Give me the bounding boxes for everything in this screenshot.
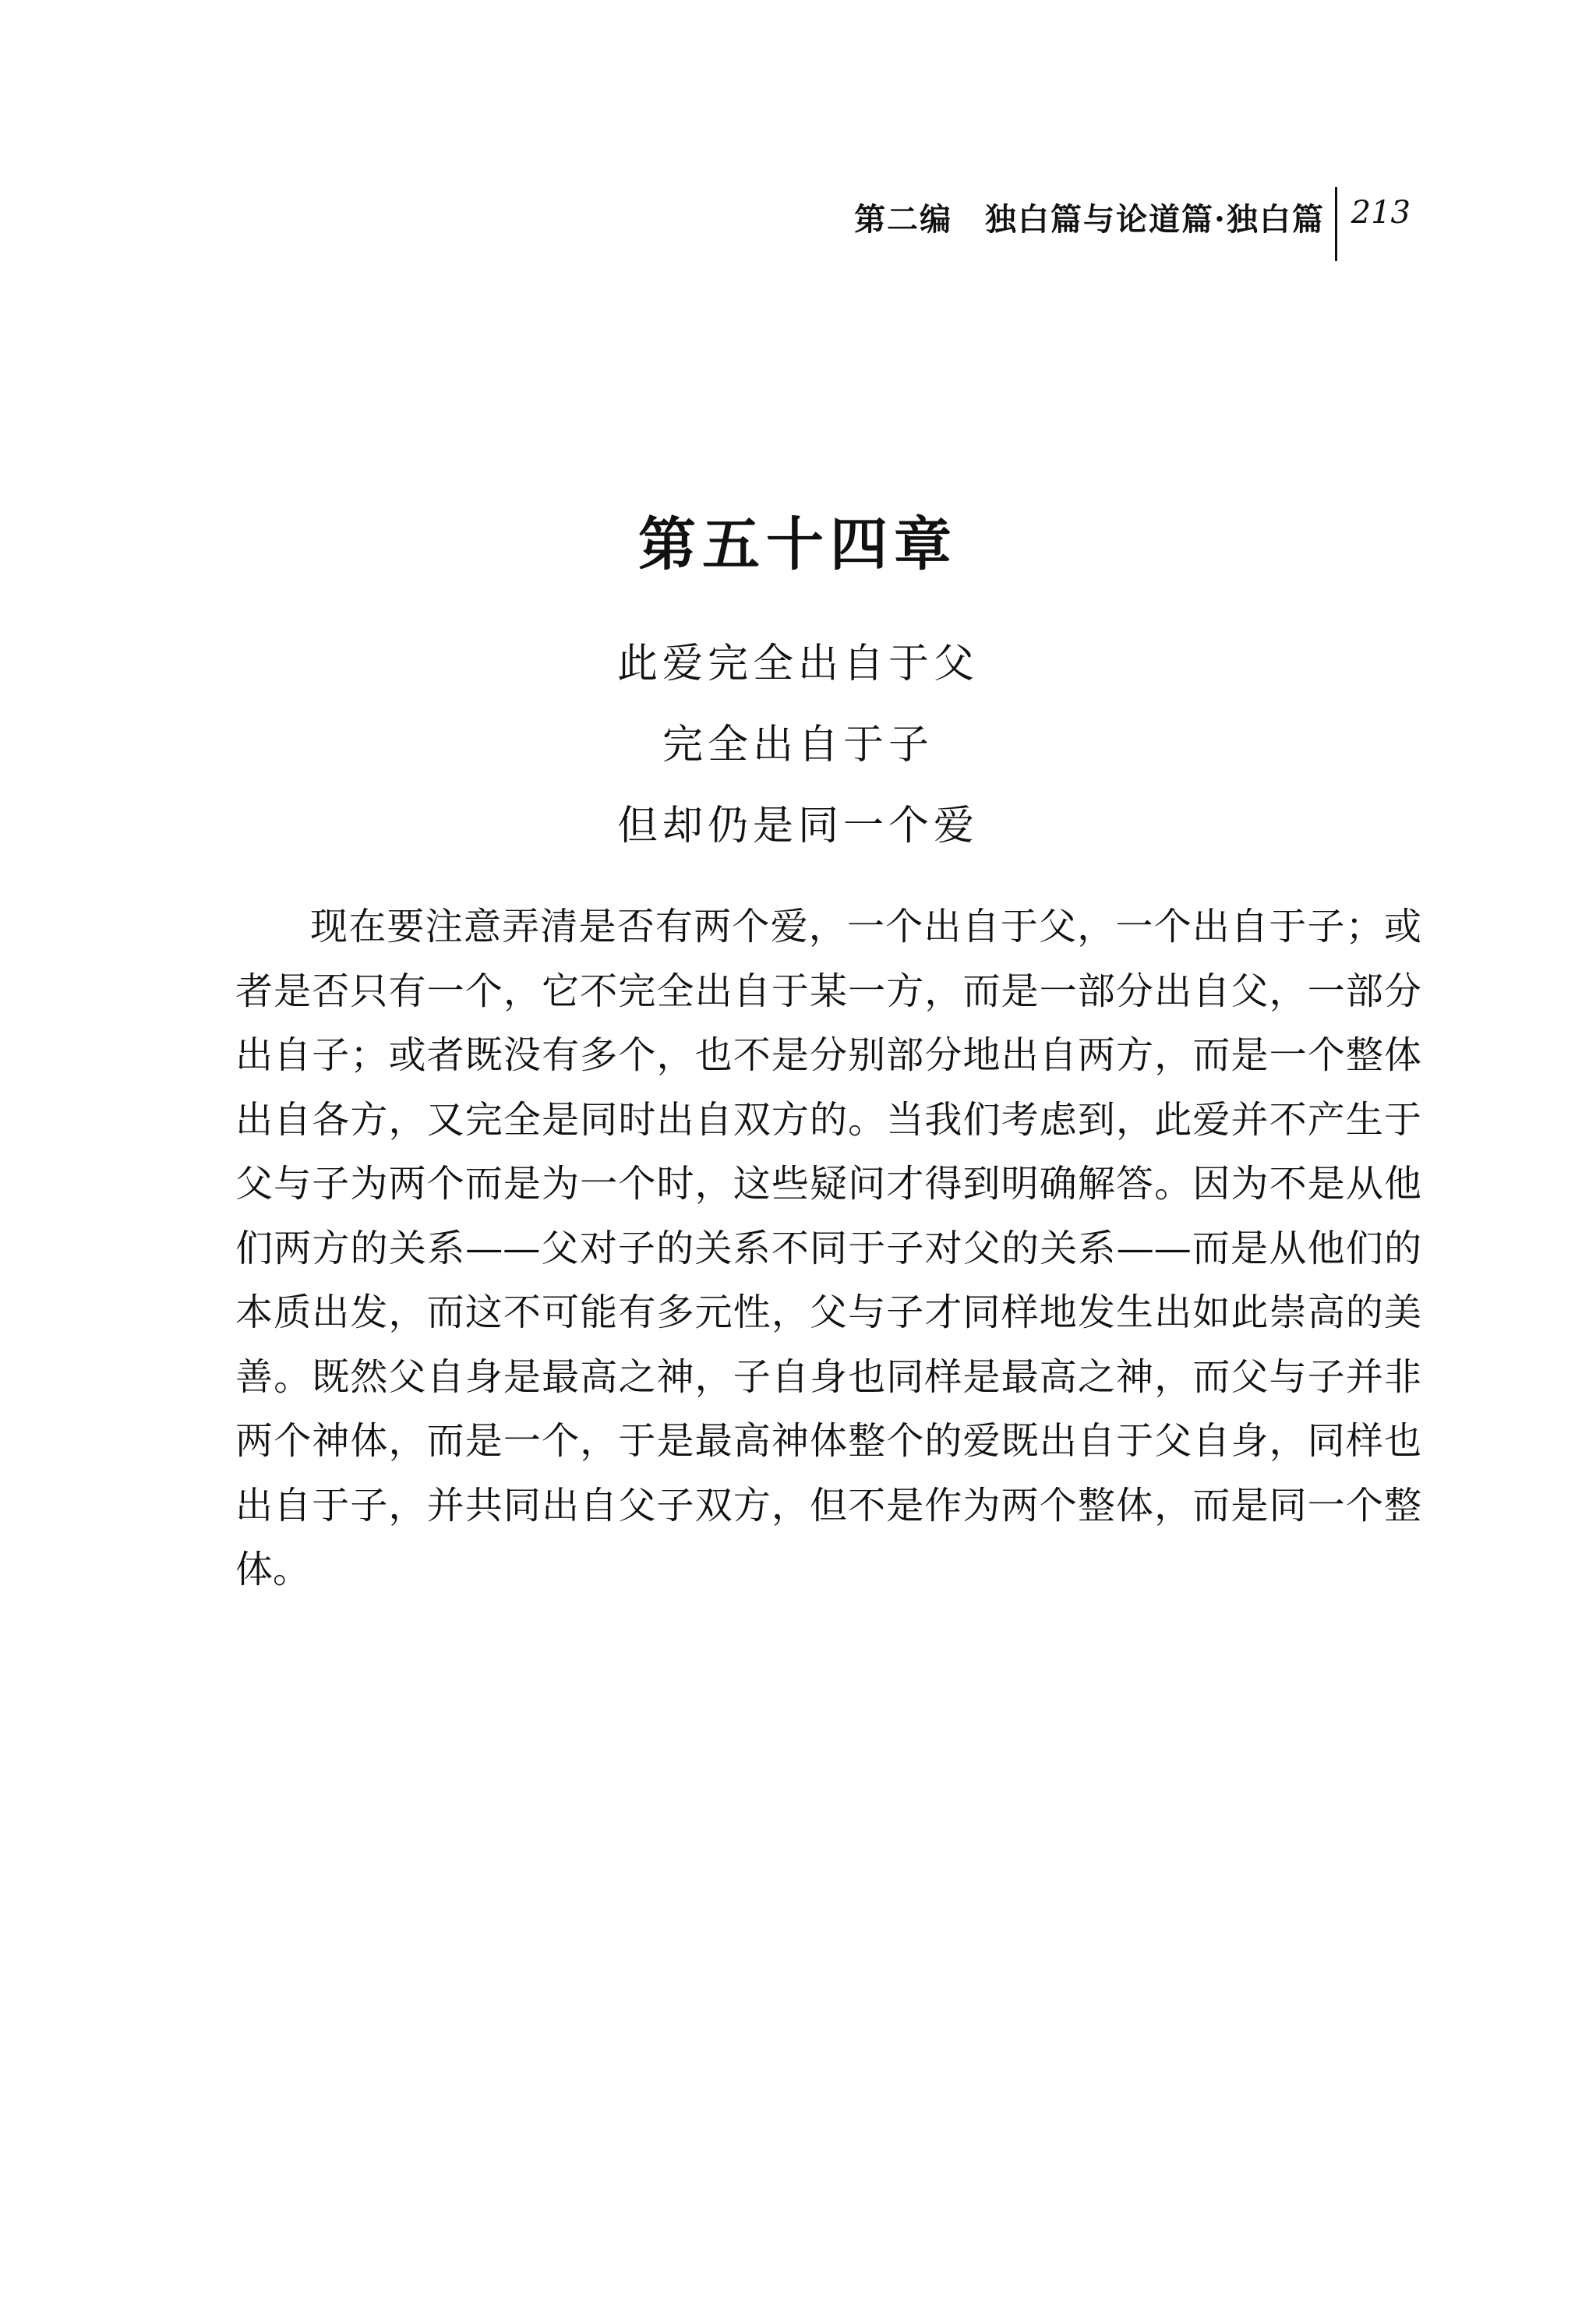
epigraph-line: 但却仍是同一个爱 bbox=[616, 803, 979, 849]
epigraph-line: 完全出自于子 bbox=[662, 722, 934, 768]
epigraph-line: 此爱完全出自于父 bbox=[616, 641, 979, 687]
running-head bbox=[772, 195, 1411, 265]
running-head-divider bbox=[1335, 187, 1337, 261]
chapter-title: 第五十四章 bbox=[638, 511, 958, 578]
running-head-section: 第二编 独白篇与论道篇·独白篇 bbox=[854, 201, 1325, 238]
page-number: 213 bbox=[1351, 195, 1411, 231]
chapter-epigraph bbox=[0, 623, 1596, 867]
body-paragraph: 现在要注意弄清是否有两个爱，一个出自于父，一个出自于子；或者是否只有一个，它不完全出自于某一方，而是一部分出自父，一部分出自子；或者既没有多个，也不是分别部分地出自两方，而是一个整体出自各方，又完全是同时出自双方的。当我们考虑到，此爱并不产生于父与子为两个而是为一个时，这些疑问才得到明确解答。因为不是从他们两方的关系——父对子的关系不同于子对父的关系——而是从他们的本质出发，而这不可能有多元性，父与子才同样地发生出如此崇高的美善。既然父自身是最高之神，子自身也同样是最高之神，而父与子并非两个神体，而是一个，于是最高神体整个的爱既出自于父自身，同样也出自于子，并共同出自父子双方，但不是作为两个整体，而是同一个整体。 bbox=[235, 905, 1421, 1591]
